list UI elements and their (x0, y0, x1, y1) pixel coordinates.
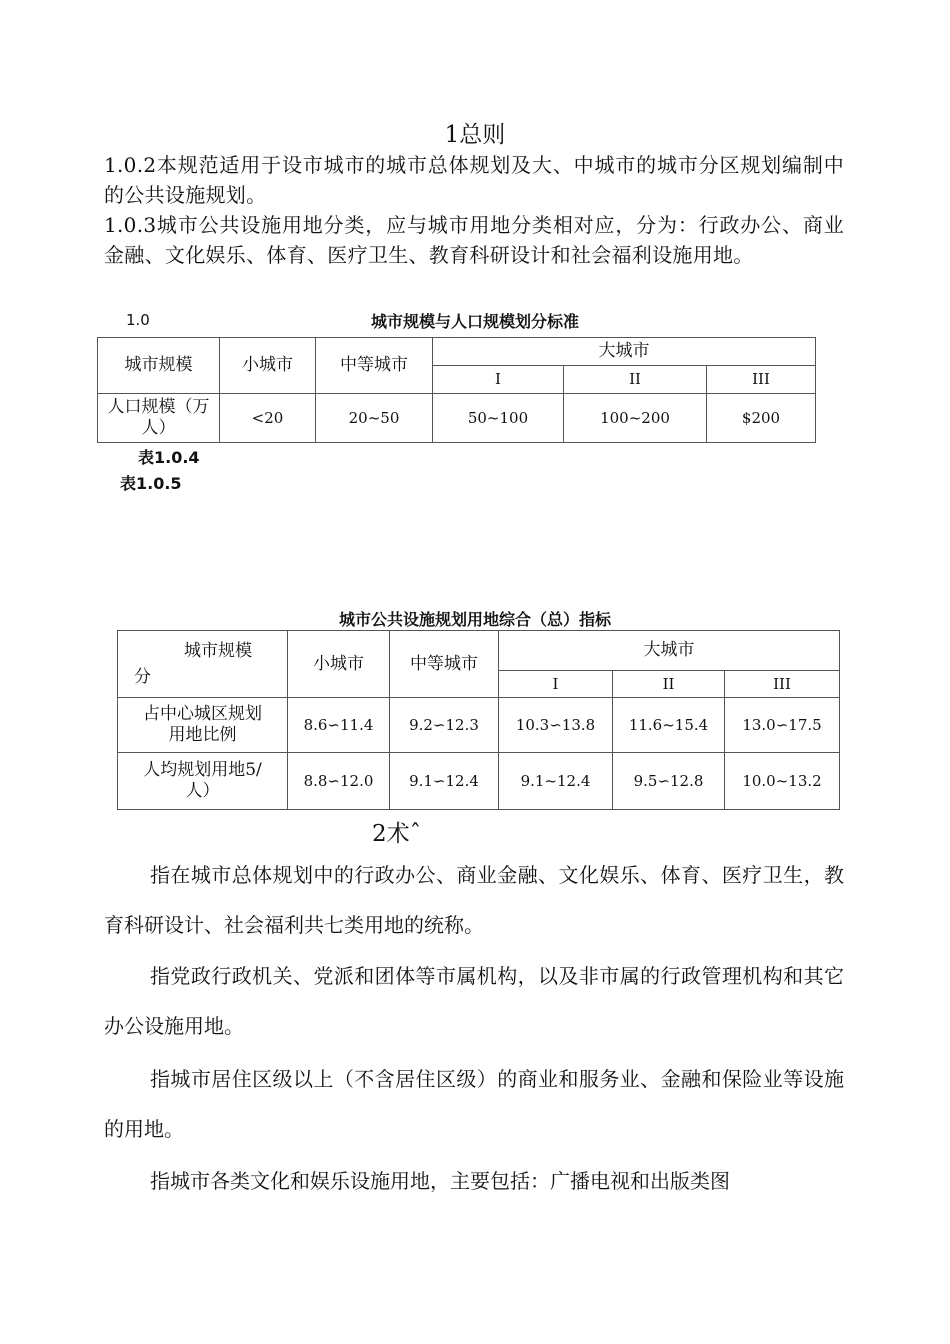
cell-value: 100~200 (564, 394, 707, 443)
definition-paragraph: 指城市居住区级以上（不含居住区级）的商业和服务业、金融和保险业等设施的用地。 (104, 1067, 844, 1141)
cell-value: 10.3∽13.8 (499, 698, 613, 753)
chapter-2-title: 2术ˆ (372, 821, 422, 847)
header-city-scale-text: 城市规模 (184, 641, 252, 661)
header-large-i: I (433, 366, 564, 394)
table-label-1-0-4: 表1.0.4 (138, 448, 200, 467)
header-small-city: 小城市 (220, 338, 316, 394)
cell-value: 8.6∽11.4 (288, 698, 390, 753)
cell-value: <20 (220, 394, 316, 443)
city-scale-table (97, 337, 816, 443)
row-label-population: 人口规模（万人） (98, 394, 220, 443)
cell-value: 50~100 (433, 394, 564, 443)
header-large-iii: III (707, 366, 816, 394)
cell-value: 10.0~13.2 (725, 753, 840, 810)
public-facility-land-table (117, 630, 840, 810)
header-large-city: 大城市 (499, 631, 840, 671)
row-label-per-capita: 人均规划用地5/人） (118, 753, 288, 810)
table-1-stray-label: 1.0 (126, 311, 150, 329)
header-medium-city: 中等城市 (390, 631, 499, 698)
header-city-scale (118, 631, 288, 698)
header-large-city: 大城市 (433, 338, 816, 366)
header-category-text: 分 (134, 667, 151, 687)
header-large-ii: II (564, 366, 707, 394)
table-1-caption: 城市规模与人口规模划分标准 (370, 312, 579, 331)
header-large-i: I (499, 671, 613, 698)
definition-paragraph: 指城市各类文化和娱乐设施用地，主要包括：广播电视和出版类图 (150, 1169, 730, 1193)
clause-1-0-2: 1.0.2本规范适用于设市城市的城市总体规划及大、中城市的城市分区规划编制中的公共设施规划。 (104, 153, 844, 207)
cell-value: 9.5∽12.8 (613, 753, 725, 810)
table-2-caption: 城市公共设施规划用地综合（总）指标 (338, 610, 611, 629)
cell-value: 9.1∽12.4 (390, 753, 499, 810)
cell-value: 20~50 (316, 394, 433, 443)
header-medium-city: 中等城市 (316, 338, 433, 394)
header-large-ii: II (613, 671, 725, 698)
definition-paragraph: 指党政行政机关、党派和团体等市属机构，以及非市属的行政管理机构和其它办公设施用地。 (104, 964, 844, 1038)
cell-value: 11.6~15.4 (613, 698, 725, 753)
cell-value: $200 (707, 394, 816, 443)
cell-value: 9.2∽12.3 (390, 698, 499, 753)
header-city-scale: 城市规模 (98, 338, 220, 394)
cell-value: 8.8∽12.0 (288, 753, 390, 810)
row-label-land-ratio: 占中心城区规划用地比例 (118, 698, 288, 753)
table-label-1-0-5: 表1.0.5 (120, 474, 182, 493)
cell-value: 13.0∽17.5 (725, 698, 840, 753)
clause-1-0-3: 1.0.3城市公共设施用地分类，应与城市用地分类相对应，分为：行政办公、商业金融、文化娱乐、体育、医疗卫生、教育科研设计和社会福利设施用地。 (104, 213, 844, 267)
header-large-iii: III (725, 671, 840, 698)
cell-value: 9.1~12.4 (499, 753, 613, 810)
header-small-city: 小城市 (288, 631, 390, 698)
chapter-1-title: 1总则 (444, 122, 506, 148)
definition-paragraph: 指在城市总体规划中的行政办公、商业金融、文化娱乐、体育、医疗卫生，教育科研设计、社会福利共七类用地的统称。 (104, 863, 844, 937)
